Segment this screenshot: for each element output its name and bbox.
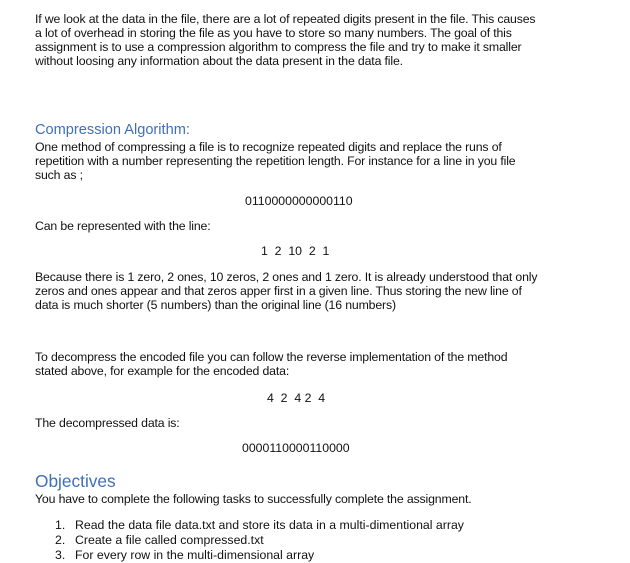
example-encoded: 1 2 10 2 1 xyxy=(261,244,330,258)
intro-line: If we look at the data in the file, there are a lot of repeated digits present in the file. This causes xyxy=(35,12,536,26)
example-input: 0110000000000110 xyxy=(245,194,353,208)
objectives-list xyxy=(35,518,595,562)
objectives-heading: Objectives xyxy=(35,471,116,491)
compression-line: One method of compressing a file is to recognize repeated digits and replace the runs of xyxy=(35,140,502,154)
intro-line: assignment is to use a compression algorithm to compress the file and try to make it smaller xyxy=(35,40,522,54)
compression-paragraph xyxy=(35,140,595,182)
decode-example: 4 2 4 2 4 xyxy=(267,391,326,405)
explanation-paragraph xyxy=(35,270,595,312)
list-number: 3. xyxy=(55,548,66,562)
decompress-line: stated above, for example for the encoded data: xyxy=(35,364,290,378)
list-text: For every row in the multi-dimensional array xyxy=(75,548,315,562)
explanation-line: zeros and ones appear and that zeros apper first in a given line. Thus storing the new line of xyxy=(35,284,522,298)
list-item xyxy=(35,533,595,547)
compression-line: such as ; xyxy=(35,168,83,182)
objectives-intro: You have to complete the following tasks to successfully complete the assignment. xyxy=(35,492,472,506)
decompressed-label: The decompressed data is: xyxy=(35,416,180,430)
explanation-line: Because there is 1 zero, 2 ones, 10 zeros, 2 ones and 1 zero. It is already understood that only xyxy=(35,270,538,284)
list-text: Create a file called compressed.txt xyxy=(75,533,264,547)
intro-line: a lot of overhead in storing the file as you have to store so many numbers. The goal of this xyxy=(35,26,512,40)
decompress-line: To decompress the encoded file you can follow the reverse implementation of the method xyxy=(35,350,508,364)
list-text: Read the data file data.txt and store its data in a multi-dimentional array xyxy=(75,518,464,532)
explanation-line: data is much shorter (5 numbers) than the original line (16 numbers) xyxy=(35,298,396,312)
list-item xyxy=(35,548,595,562)
decompress-paragraph xyxy=(35,350,595,378)
compression-heading: Compression Algorithm: xyxy=(35,122,190,138)
list-number: 2. xyxy=(55,533,66,547)
compression-line: repetition with a number representing the repetition length. For instance for a line in you file xyxy=(35,154,516,168)
represented-label: Can be represented with the line: xyxy=(35,219,211,233)
list-item xyxy=(35,518,595,532)
list-number: 1. xyxy=(55,518,66,532)
decompressed-output: 0000110000110000 xyxy=(242,441,350,455)
intro-paragraph xyxy=(35,12,595,68)
intro-line: without loosing any information about the data present in the data file. xyxy=(35,54,403,68)
